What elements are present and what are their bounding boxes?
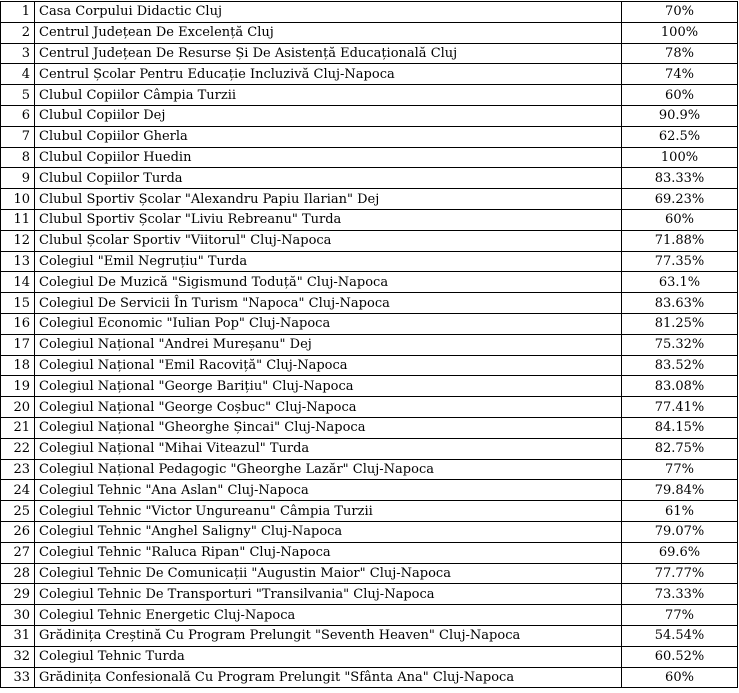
percentage-value: 90.9% — [622, 105, 738, 126]
institution-name: Colegiul Tehnic "Victor Ungureanu" Câmpia Turzii — [35, 501, 622, 522]
row-number: 25 — [1, 501, 35, 522]
institution-name: Clubul Sportiv Școlar "Alexandru Papiu Ilarian" Dej — [35, 189, 622, 210]
percentage-value: 83.08% — [622, 376, 738, 397]
row-number: 13 — [1, 251, 35, 272]
institution-name: Clubul Copiilor Dej — [35, 105, 622, 126]
table-row — [1, 417, 738, 438]
institution-name: Colegiul Național "George Barițiu" Cluj-Napoca — [35, 376, 622, 397]
institution-name: Colegiul De Servicii În Turism "Napoca" Cluj-Napoca — [35, 293, 622, 314]
institution-name: Centrul Județean De Resurse Și De Asistență Educațională Cluj — [35, 43, 622, 64]
percentage-value: 74% — [622, 64, 738, 85]
percentage-value: 81.25% — [622, 313, 738, 334]
row-number: 15 — [1, 293, 35, 314]
table-row — [1, 584, 738, 605]
percentage-value: 100% — [622, 22, 738, 43]
table-row — [1, 667, 738, 688]
row-number: 5 — [1, 85, 35, 106]
percentage-value: 78% — [622, 43, 738, 64]
row-number: 6 — [1, 105, 35, 126]
row-number: 9 — [1, 168, 35, 189]
table-row — [1, 480, 738, 501]
table-row — [1, 64, 738, 85]
row-number: 16 — [1, 313, 35, 334]
row-number: 10 — [1, 189, 35, 210]
table-row — [1, 397, 738, 418]
percentage-value: 79.84% — [622, 480, 738, 501]
institution-name: Colegiul "Emil Negruțiu" Turda — [35, 251, 622, 272]
institution-name: Clubul Școlar Sportiv "Viitorul" Cluj-Napoca — [35, 230, 622, 251]
row-number: 27 — [1, 542, 35, 563]
percentage-value: 73.33% — [622, 584, 738, 605]
institution-name: Colegiul Național Pedagogic "Gheorghe Lazăr" Cluj-Napoca — [35, 459, 622, 480]
table-row — [1, 168, 738, 189]
table-row — [1, 355, 738, 376]
table-row — [1, 251, 738, 272]
row-number: 24 — [1, 480, 35, 501]
percentage-value: 77.77% — [622, 563, 738, 584]
table-row — [1, 605, 738, 626]
table-row — [1, 85, 738, 106]
table-row — [1, 542, 738, 563]
table-row — [1, 209, 738, 230]
percentage-value: 77.35% — [622, 251, 738, 272]
percentage-value: 62.5% — [622, 126, 738, 147]
institution-name: Casa Corpului Didactic Cluj — [35, 2, 622, 23]
percentage-value: 63.1% — [622, 272, 738, 293]
institution-name: Clubul Copiilor Turda — [35, 168, 622, 189]
institution-name: Grădinița Creștină Cu Program Prelungit "Seventh Heaven" Cluj-Napoca — [35, 625, 622, 646]
table-row — [1, 459, 738, 480]
institution-name: Colegiul Tehnic Turda — [35, 646, 622, 667]
percentage-value: 71.88% — [622, 230, 738, 251]
institution-name: Colegiul Economic "Iulian Pop" Cluj-Napoca — [35, 313, 622, 334]
institution-name: Grădinița Confesională Cu Program Prelungit "Sfânta Ana" Cluj-Napoca — [35, 667, 622, 688]
institution-name: Clubul Copiilor Gherla — [35, 126, 622, 147]
table-row — [1, 646, 738, 667]
percentage-value: 70% — [622, 2, 738, 23]
row-number: 4 — [1, 64, 35, 85]
percentage-value: 77% — [622, 605, 738, 626]
table-row — [1, 43, 738, 64]
table-row — [1, 189, 738, 210]
percentage-value: 83.33% — [622, 168, 738, 189]
institution-name: Colegiul Național "Gheorghe Șincai" Cluj-Napoca — [35, 417, 622, 438]
row-number: 22 — [1, 438, 35, 459]
table-body — [1, 2, 738, 688]
table-row — [1, 438, 738, 459]
percentage-value: 75.32% — [622, 334, 738, 355]
table-row — [1, 293, 738, 314]
percentage-value: 83.52% — [622, 355, 738, 376]
percentage-value: 100% — [622, 147, 738, 168]
percentage-value: 69.6% — [622, 542, 738, 563]
percentage-value: 82.75% — [622, 438, 738, 459]
institution-name: Colegiul Tehnic "Anghel Saligny" Cluj-Napoca — [35, 521, 622, 542]
row-number: 19 — [1, 376, 35, 397]
percentage-value: 69.23% — [622, 189, 738, 210]
institution-name: Colegiul Național "Mihai Viteazul" Turda — [35, 438, 622, 459]
row-number: 17 — [1, 334, 35, 355]
institution-name: Colegiul Tehnic "Ana Aslan" Cluj-Napoca — [35, 480, 622, 501]
table-row — [1, 272, 738, 293]
row-number: 31 — [1, 625, 35, 646]
row-number: 14 — [1, 272, 35, 293]
row-number: 7 — [1, 126, 35, 147]
table-row — [1, 625, 738, 646]
row-number: 26 — [1, 521, 35, 542]
table-row — [1, 147, 738, 168]
institution-name: Clubul Sportiv Școlar "Liviu Rebreanu" Turda — [35, 209, 622, 230]
table-row — [1, 22, 738, 43]
table-row — [1, 126, 738, 147]
percentage-value: 84.15% — [622, 417, 738, 438]
row-number: 33 — [1, 667, 35, 688]
table-row — [1, 501, 738, 522]
row-number: 23 — [1, 459, 35, 480]
row-number: 21 — [1, 417, 35, 438]
table-row — [1, 230, 738, 251]
table-row — [1, 313, 738, 334]
row-number: 8 — [1, 147, 35, 168]
row-number: 18 — [1, 355, 35, 376]
institution-name: Clubul Copiilor Câmpia Turzii — [35, 85, 622, 106]
percentage-value: 61% — [622, 501, 738, 522]
percentage-value: 77% — [622, 459, 738, 480]
row-number: 20 — [1, 397, 35, 418]
percentage-value: 79.07% — [622, 521, 738, 542]
table-row — [1, 2, 738, 23]
row-number: 1 — [1, 2, 35, 23]
institution-name: Clubul Copiilor Huedin — [35, 147, 622, 168]
institution-name: Colegiul Național "George Coșbuc" Cluj-Napoca — [35, 397, 622, 418]
table-row — [1, 376, 738, 397]
institution-name: Colegiul Tehnic De Comunicații "Augustin Maior" Cluj-Napoca — [35, 563, 622, 584]
row-number: 2 — [1, 22, 35, 43]
row-number: 29 — [1, 584, 35, 605]
institution-name: Centrul Școlar Pentru Educație Incluzivă Cluj-Napoca — [35, 64, 622, 85]
table-row — [1, 563, 738, 584]
row-number: 11 — [1, 209, 35, 230]
institution-name: Centrul Județean De Excelență Cluj — [35, 22, 622, 43]
row-number: 3 — [1, 43, 35, 64]
institution-name: Colegiul Național "Andrei Mureșanu" Dej — [35, 334, 622, 355]
percentage-value: 60% — [622, 667, 738, 688]
school-percentage-table — [0, 1, 738, 688]
percentage-value: 60% — [622, 85, 738, 106]
row-number: 12 — [1, 230, 35, 251]
percentage-value: 54.54% — [622, 625, 738, 646]
table-row — [1, 521, 738, 542]
institution-name: Colegiul Tehnic De Transporturi "Transilvania" Cluj-Napoca — [35, 584, 622, 605]
table-row — [1, 105, 738, 126]
percentage-value: 60% — [622, 209, 738, 230]
table-row — [1, 334, 738, 355]
institution-name: Colegiul Național "Emil Racoviță" Cluj-Napoca — [35, 355, 622, 376]
row-number: 32 — [1, 646, 35, 667]
percentage-value: 77.41% — [622, 397, 738, 418]
row-number: 30 — [1, 605, 35, 626]
institution-name: Colegiul Tehnic Energetic Cluj-Napoca — [35, 605, 622, 626]
institution-name: Colegiul De Muzică "Sigismund Toduță" Cluj-Napoca — [35, 272, 622, 293]
percentage-value: 60.52% — [622, 646, 738, 667]
institution-name: Colegiul Tehnic "Raluca Ripan" Cluj-Napoca — [35, 542, 622, 563]
row-number: 28 — [1, 563, 35, 584]
percentage-value: 83.63% — [622, 293, 738, 314]
